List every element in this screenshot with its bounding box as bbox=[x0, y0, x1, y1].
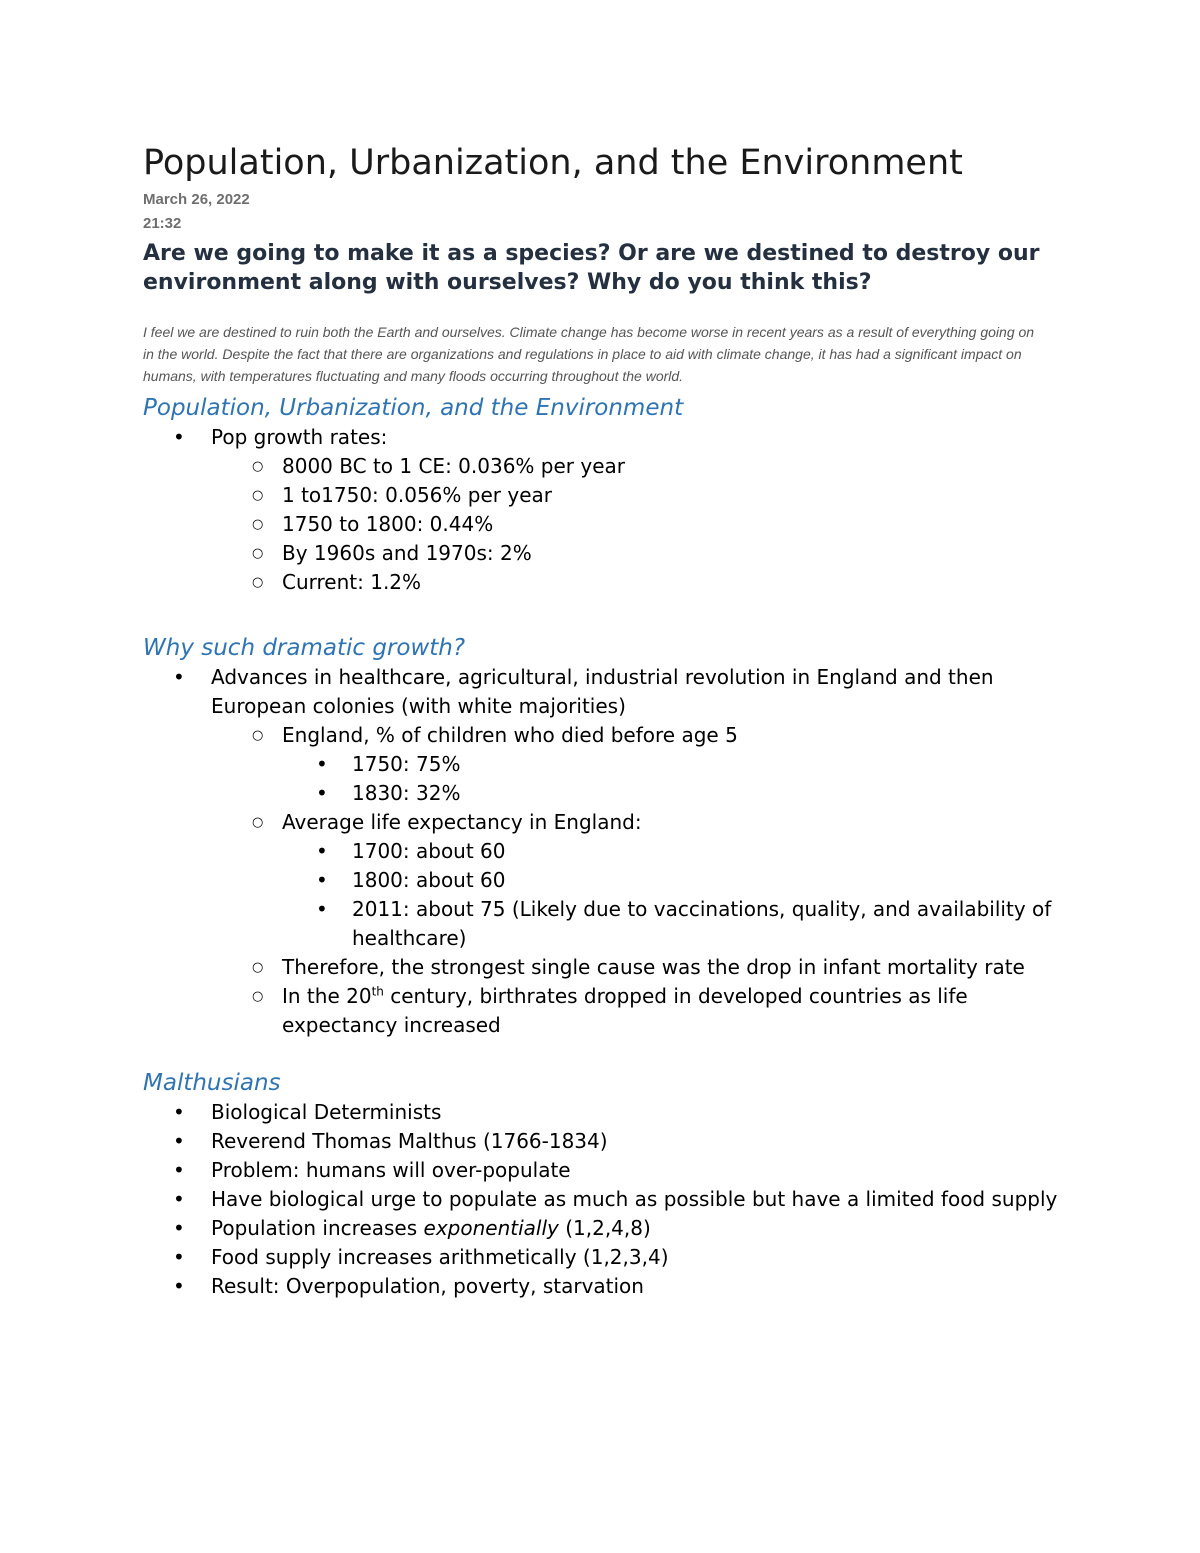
section3-list bbox=[143, 1098, 1063, 1301]
list-item-text: Biological Determinists bbox=[211, 1100, 442, 1124]
subsublist-item bbox=[282, 866, 1063, 895]
section-heading-growth: Why such dramatic growth? bbox=[143, 635, 466, 661]
bullet-circle-icon: ○ bbox=[252, 989, 264, 1004]
sublist-item-text: 1 to1750: 0.056% per year bbox=[282, 483, 552, 507]
section-heading-population: Population, Urbanization, and the Environment bbox=[143, 395, 684, 421]
bullet-circle-icon: ○ bbox=[252, 546, 264, 561]
list-item bbox=[143, 1098, 1063, 1127]
bullet-disc-icon: • bbox=[173, 665, 185, 689]
document-content bbox=[143, 140, 1063, 1301]
sublist-item-text: By 1960s and 1970s: 2% bbox=[282, 541, 532, 565]
list-item bbox=[143, 1272, 1063, 1301]
question-heading: Are we going to make it as a species? Or are we destined to destroy our environment along with ourselves? Why do you think this? bbox=[143, 241, 1040, 295]
sublist-item bbox=[143, 510, 1063, 539]
subsublist-item bbox=[282, 895, 1063, 953]
subsublist-item bbox=[282, 750, 1063, 779]
sublist-item bbox=[143, 481, 1063, 510]
list-item-text-pre: Population increases bbox=[211, 1216, 424, 1240]
sublist-item-text: England, % of children who died before age 5 bbox=[282, 723, 738, 747]
sublist-item bbox=[143, 808, 1063, 953]
sublist-item-text: 8000 BC to 1 CE: 0.036% per year bbox=[282, 454, 625, 478]
bullet-disc-icon: • bbox=[173, 1274, 185, 1298]
sublist-item-text: Therefore, the strongest single cause was the drop in infant mortality rate bbox=[282, 955, 1025, 979]
sublist-item bbox=[143, 568, 1063, 597]
answer-paragraph: I feel we are destined to ruin both the Earth and ourselves. Climate change has become worse in recent years as a result of everything going on in the world. Despite the fact that there are organizations and regulations in place to aid with climate change, it has had a significant impact on humans, with temperatures fluctuating and many floods occurring throughout the world. bbox=[143, 324, 1035, 384]
bullet-circle-icon: ○ bbox=[252, 488, 264, 503]
list-item-text: Pop growth rates: bbox=[211, 425, 388, 449]
list-item bbox=[143, 1214, 1063, 1243]
sublist-item-text-pre: In the 20 bbox=[282, 984, 372, 1008]
subsublist-item-text: 1700: about 60 bbox=[352, 839, 506, 863]
subsublist-item-text: 1830: 32% bbox=[352, 781, 461, 805]
subsublist-item-text: 2011: about 75 (Likely due to vaccinations, quality, and availability of healthcare) bbox=[352, 897, 1052, 950]
page-title: Population, Urbanization, and the Environment bbox=[143, 143, 963, 183]
bullet-disc-icon: • bbox=[316, 752, 328, 776]
bullet-disc-icon: • bbox=[173, 1129, 185, 1153]
bullet-disc-icon: • bbox=[173, 1158, 185, 1182]
section1-list bbox=[143, 423, 1063, 597]
list-item-text: Food supply increases arithmetically (1,2,3,4) bbox=[211, 1245, 669, 1269]
list-item-text-post: (1,2,4,8) bbox=[558, 1216, 651, 1240]
list-item-text: Advances in healthcare, agricultural, industrial revolution in England and then European colonies (with white majorities) bbox=[211, 665, 994, 718]
list-item bbox=[143, 423, 1063, 597]
subsublist-item-text: 1800: about 60 bbox=[352, 868, 506, 892]
bullet-disc-icon: • bbox=[173, 425, 185, 449]
bullet-disc-icon: • bbox=[173, 1187, 185, 1211]
list-item-text: Reverend Thomas Malthus (1766-1834) bbox=[211, 1129, 608, 1153]
bullet-circle-icon: ○ bbox=[252, 815, 264, 830]
bullet-circle-icon: ○ bbox=[252, 459, 264, 474]
list-item-text: Have biological urge to populate as much as possible but have a limited food supply bbox=[211, 1187, 1058, 1211]
bullet-disc-icon: • bbox=[316, 897, 328, 921]
sublist bbox=[143, 452, 1063, 597]
sublist-item-text: Average life expectancy in England: bbox=[282, 810, 642, 834]
bullet-disc-icon: • bbox=[316, 781, 328, 805]
list-item-text: Result: Overpopulation, poverty, starvation bbox=[211, 1274, 644, 1298]
list-item bbox=[143, 1185, 1063, 1214]
list-item bbox=[143, 1243, 1063, 1272]
sublist-item bbox=[143, 721, 1063, 808]
subsublist-item-text: 1750: 75% bbox=[352, 752, 461, 776]
bullet-circle-icon: ○ bbox=[252, 960, 264, 975]
section-heading-malthusians: Malthusians bbox=[143, 1070, 281, 1096]
subsublist-item bbox=[282, 779, 1063, 808]
list-item-text: Problem: humans will over-populate bbox=[211, 1158, 571, 1182]
bullet-disc-icon: • bbox=[316, 839, 328, 863]
section2-list bbox=[143, 663, 1063, 1040]
page-date: March 26, 2022 bbox=[143, 191, 250, 208]
page-time: 21:32 bbox=[143, 215, 182, 232]
sublist bbox=[143, 721, 1063, 1040]
list-item bbox=[143, 1156, 1063, 1185]
bullet-circle-icon: ○ bbox=[252, 575, 264, 590]
bullet-disc-icon: • bbox=[173, 1100, 185, 1124]
sublist-item-text: 1750 to 1800: 0.44% bbox=[282, 512, 494, 536]
bullet-disc-icon: • bbox=[173, 1216, 185, 1240]
subsublist bbox=[282, 837, 1063, 953]
sublist-item bbox=[143, 539, 1063, 568]
list-item bbox=[143, 1127, 1063, 1156]
subsublist-item bbox=[282, 837, 1063, 866]
bullet-circle-icon: ○ bbox=[252, 728, 264, 743]
sublist-item bbox=[143, 452, 1063, 481]
emphasis-exponentially: exponentially bbox=[423, 1216, 559, 1240]
superscript-th: th bbox=[371, 984, 384, 999]
bullet-disc-icon: • bbox=[173, 1245, 185, 1269]
list-item bbox=[143, 663, 1063, 1040]
sublist-item-text-post: century, birthrates dropped in developed countries as life expectancy increased bbox=[282, 984, 968, 1037]
bullet-disc-icon: • bbox=[316, 868, 328, 892]
sublist-item-text: Current: 1.2% bbox=[282, 570, 422, 594]
sublist-item bbox=[143, 982, 1063, 1040]
bullet-circle-icon: ○ bbox=[252, 517, 264, 532]
sublist-item bbox=[143, 953, 1063, 982]
subsublist bbox=[282, 750, 1063, 808]
